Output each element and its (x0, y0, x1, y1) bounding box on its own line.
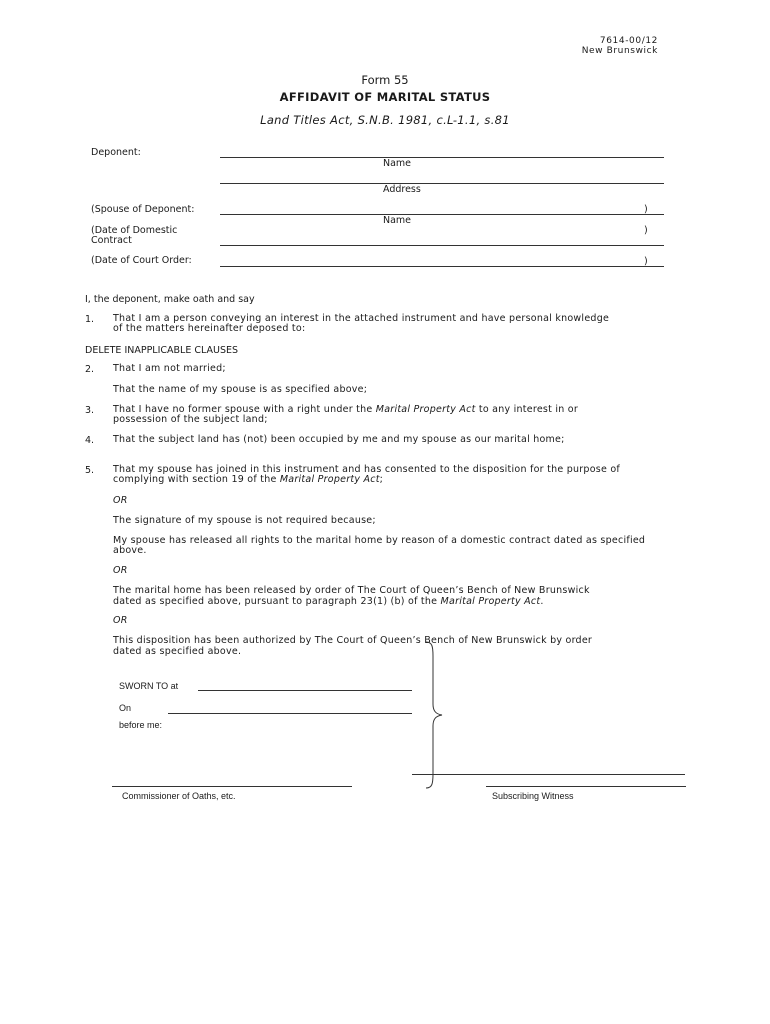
sworn-at-field[interactable] (198, 690, 412, 691)
domestic-contract-date-field[interactable] (220, 245, 664, 246)
clause-number: 2. (85, 364, 95, 375)
spouse-name-caption: Name (383, 215, 412, 226)
deponent-name-field[interactable] (220, 157, 664, 158)
released-line-1: My spouse has released all rights to the marital home by reason of a domestic contract dated as specified (113, 535, 646, 546)
name-caption: Name (383, 158, 412, 169)
spouse-name-field[interactable] (220, 214, 664, 215)
on-label: On (119, 703, 132, 713)
clause-1-line-2: of the matters hereinafter deposed to: (113, 323, 306, 334)
clause-2-spouse-name: That the name of my spouse is as specified above; (113, 384, 368, 395)
before-me-label: before me: (119, 720, 163, 730)
clause-number: 3. (85, 405, 95, 416)
statute-reference: Land Titles Act, S.N.B. 1981, c.L-1.1, s.81 (260, 113, 510, 127)
or-separator: OR (113, 565, 128, 576)
signature-not-required: The signature of my spouse is not required because; (113, 515, 376, 526)
released-line-2: above. (113, 545, 147, 556)
deponent-signature-field[interactable] (412, 774, 685, 775)
clause-1-line-1: That I am a person conveying an interest in the attached instrument and have personal knowledge (113, 313, 610, 324)
domestic-contract-label-2: Contract (91, 235, 132, 246)
clause-4: That the subject land has (not) been occupied by me and my spouse as our marital home; (113, 434, 565, 445)
province: New Brunswick (581, 46, 658, 56)
clause-number: 4. (85, 435, 95, 446)
close-paren: ) (644, 225, 648, 236)
court-release-line-2: dated as specified above, pursuant to paragraph 23(1) (b) of the Marital Property Act. (113, 596, 544, 607)
clause-number: 1. (85, 314, 95, 325)
witness-caption: Subscribing Witness (492, 791, 574, 801)
domestic-contract-label: (Date of Domestic (91, 225, 178, 236)
or-separator: OR (113, 615, 128, 626)
form-code: 7614-00/12 (599, 36, 658, 46)
deponent-address-field[interactable] (220, 183, 664, 184)
authorized-line-1: This disposition has been authorized by The Court of Queen’s Bench of New Brunswick by order (113, 635, 593, 646)
clause-5-line-2: complying with section 19 of the Marital Property Act; (113, 474, 384, 485)
oath-statement: I, the deponent, make oath and say (85, 294, 255, 305)
delete-note: DELETE INAPPLICABLE CLAUSES (85, 345, 239, 356)
court-order-label: (Date of Court Order: (91, 255, 192, 266)
form-number: Form 55 (361, 73, 409, 87)
deponent-label: Deponent: (91, 147, 141, 158)
clause-number: 5. (85, 465, 95, 476)
clause-3-line-2: possession of the subject land; (113, 414, 268, 425)
on-date-field[interactable] (168, 713, 412, 714)
address-caption: Address (383, 184, 421, 195)
court-release-line-1: The marital home has been released by order of The Court of Queen’s Bench of New Brunswick (113, 585, 590, 596)
witness-signature-field[interactable] (486, 786, 686, 787)
authorized-line-2: dated as specified above. (113, 646, 242, 657)
commissioner-signature-field[interactable] (112, 786, 352, 787)
close-paren: ) (644, 256, 648, 267)
clause-5-line-1: That my spouse has joined in this instrument and has consented to the disposition for the purpose of (113, 464, 620, 475)
or-separator: OR (113, 495, 128, 506)
commissioner-caption: Commissioner of Oaths, etc. (122, 791, 236, 801)
brace-icon (420, 640, 446, 792)
court-order-date-field[interactable] (220, 266, 664, 267)
spouse-label: (Spouse of Deponent: (91, 204, 195, 215)
clause-2-not-married: That I am not married; (113, 363, 226, 374)
sworn-at-label: SWORN TO at (119, 681, 179, 691)
clause-3-line-1: That I have no former spouse with a right under the Marital Property Act to any interest in or (113, 404, 579, 415)
page-title: AFFIDAVIT OF MARITAL STATUS (279, 90, 491, 104)
close-paren: ) (644, 204, 648, 215)
